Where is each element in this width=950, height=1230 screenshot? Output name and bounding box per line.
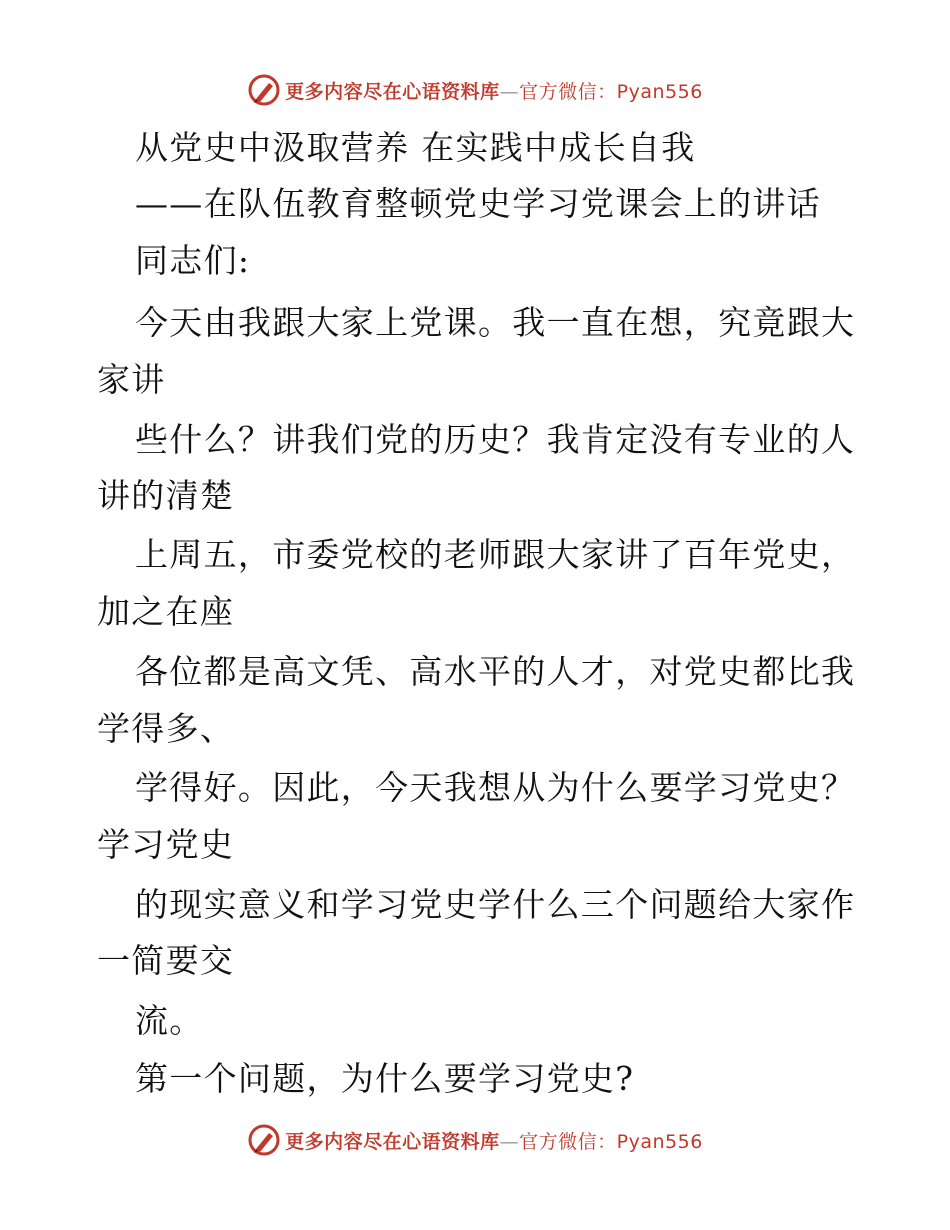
paragraph-line: 加之在座 — [97, 592, 235, 631]
paragraph-line: 上周五，市委党校的老师跟大家讲了百年党史， — [135, 535, 856, 574]
header-banner — [0, 70, 950, 110]
banner-lead: 更多内容尽在心语资料库 — [285, 80, 500, 103]
document-subtitle: ——在队伍教育整顿党史学习党课会上的讲话 — [135, 184, 821, 223]
salutation: 同志们: — [135, 241, 251, 280]
banner-text — [285, 77, 703, 104]
paragraph-line: 流。 — [135, 1001, 204, 1040]
banner-wechat: 官方微信：Pyan556 — [519, 1130, 703, 1153]
paragraph-line: 一简要交 — [97, 941, 235, 980]
paragraph-line: 各位都是高文凭、高水平的人才，对党史都比我 — [135, 652, 856, 691]
banner-wechat: 官方微信：Pyan556 — [519, 80, 703, 103]
pen-logo-icon — [247, 73, 281, 107]
paragraph-line: 些什么？讲我们党的历史？我肯定没有专业的人 — [135, 420, 856, 459]
paragraph-line: 学得多、 — [97, 709, 235, 748]
banner-text — [285, 1127, 703, 1154]
banner-dash: — — [499, 80, 520, 103]
paragraph-line: 第一个问题，为什么要学习党史? — [135, 1059, 635, 1098]
footer-banner — [0, 1120, 950, 1160]
banner-lead: 更多内容尽在心语资料库 — [285, 1130, 500, 1153]
paragraph-line: 家讲 — [97, 360, 166, 399]
banner-dash: — — [499, 1130, 520, 1153]
pen-logo-icon — [247, 1123, 281, 1157]
paragraph-line: 学习党史 — [97, 825, 235, 864]
paragraph-line: 讲的清楚 — [97, 476, 235, 515]
document-title: 从党史中汲取营养 在实践中成长自我 — [135, 128, 696, 167]
paragraph-line: 学得好。因此，今天我想从为什么要学习党史？ — [135, 768, 856, 807]
paragraph-line: 今天由我跟大家上党课。我一直在想，究竟跟大 — [135, 303, 856, 342]
paragraph-line: 的现实意义和学习党史学什么三个问题给大家作 — [135, 885, 856, 924]
